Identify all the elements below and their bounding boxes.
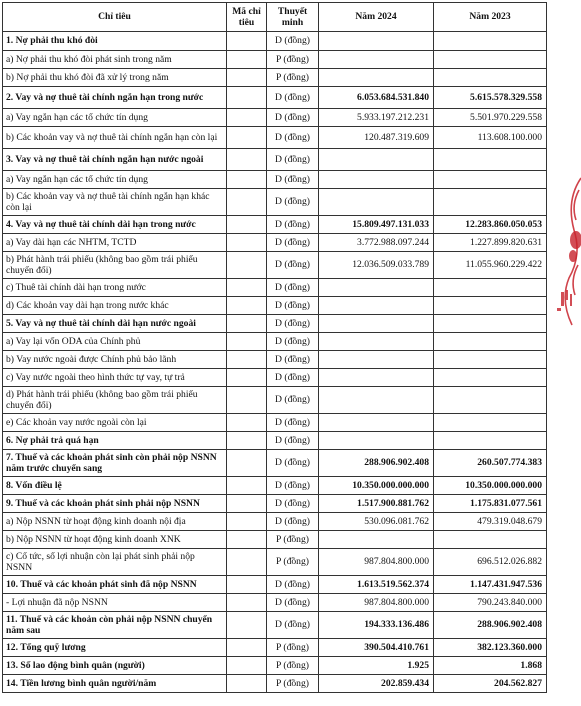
value-2024-cell <box>319 51 434 69</box>
table-row <box>3 69 547 87</box>
indicator-cell: 14. Tiền lương bình quân người/năm <box>3 675 227 693</box>
note-cell: D (đồng) <box>267 234 319 252</box>
code-cell <box>227 109 267 127</box>
table-row <box>3 333 547 351</box>
table-row <box>3 279 547 297</box>
value-2023-cell: 5.501.970.229.558 <box>434 109 547 127</box>
code-cell <box>227 279 267 297</box>
value-2023-cell <box>434 315 547 333</box>
value-2024-cell: 10.350.000.000.000 <box>319 477 434 495</box>
table-row <box>3 513 547 531</box>
table-row <box>3 369 547 387</box>
note-cell: P (đồng) <box>267 69 319 87</box>
note-cell: D (đồng) <box>267 149 319 171</box>
value-2024-cell: 530.096.081.762 <box>319 513 434 531</box>
table-row <box>3 531 547 549</box>
value-2023-cell <box>434 171 547 189</box>
note-cell: D (đồng) <box>267 297 319 315</box>
indicator-cell: d) Phát hành trái phiếu (không bao gồm trái phiếu chuyển đổi) <box>3 387 227 414</box>
value-2023-cell: 1.147.431.947.536 <box>434 576 547 594</box>
indicator-cell: 5. Vay và nợ thuê tài chính dài hạn nước ngoài <box>3 315 227 333</box>
value-2024-cell: 390.504.410.761 <box>319 639 434 657</box>
value-2023-cell <box>434 369 547 387</box>
value-2024-cell: 120.487.319.609 <box>319 127 434 149</box>
value-2023-cell: 382.123.360.000 <box>434 639 547 657</box>
code-cell <box>227 171 267 189</box>
code-cell <box>227 127 267 149</box>
note-cell: P (đồng) <box>267 531 319 549</box>
note-cell: D (đồng) <box>267 513 319 531</box>
value-2023-cell: 696.512.026.882 <box>434 549 547 576</box>
indicator-cell: 1. Nợ phải thu khó đòi <box>3 32 227 51</box>
code-cell <box>227 531 267 549</box>
code-cell <box>227 87 267 109</box>
code-cell <box>227 189 267 216</box>
code-cell <box>227 234 267 252</box>
value-2023-cell: 1.868 <box>434 657 547 675</box>
table-row <box>3 297 547 315</box>
note-cell: D (đồng) <box>267 32 319 51</box>
value-2024-cell <box>319 432 434 450</box>
table-row <box>3 109 547 127</box>
note-cell: D (đồng) <box>267 387 319 414</box>
value-2023-cell: 1.175.831.077.561 <box>434 495 547 513</box>
value-2024-cell: 1.517.900.881.762 <box>319 495 434 513</box>
code-cell <box>227 351 267 369</box>
indicator-cell: a) Vay lại vốn ODA của Chính phủ <box>3 333 227 351</box>
table-row <box>3 315 547 333</box>
value-2024-cell <box>319 69 434 87</box>
value-2024-cell <box>319 387 434 414</box>
code-cell <box>227 450 267 477</box>
note-cell: D (đồng) <box>267 576 319 594</box>
table-row <box>3 477 547 495</box>
code-cell <box>227 32 267 51</box>
value-2024-cell <box>319 351 434 369</box>
code-cell <box>227 477 267 495</box>
indicator-cell: 11. Thuế và các khoản còn phải nộp NSNN chuyển năm sau <box>3 612 227 639</box>
financial-indicators-table <box>2 2 547 693</box>
table-row <box>3 495 547 513</box>
value-2024-cell <box>319 531 434 549</box>
value-2023-cell <box>434 387 547 414</box>
value-2023-cell <box>434 149 547 171</box>
table-row <box>3 432 547 450</box>
note-cell: D (đồng) <box>267 127 319 149</box>
value-2023-cell <box>434 297 547 315</box>
value-2024-cell: 1.613.519.562.374 <box>319 576 434 594</box>
indicator-cell: 6. Nợ phải trả quá hạn <box>3 432 227 450</box>
value-2023-cell <box>434 333 547 351</box>
header-indicator: Chỉ tiêu <box>3 3 227 32</box>
note-cell: D (đồng) <box>267 315 319 333</box>
value-2024-cell <box>319 171 434 189</box>
note-cell: D (đồng) <box>267 450 319 477</box>
value-2023-cell <box>434 351 547 369</box>
value-2024-cell <box>319 149 434 171</box>
value-2023-cell <box>434 279 547 297</box>
note-cell: D (đồng) <box>267 414 319 432</box>
table-row <box>3 387 547 414</box>
note-cell: D (đồng) <box>267 109 319 127</box>
indicator-cell: 4. Vay và nợ thuê tài chính dài hạn trong nước <box>3 216 227 234</box>
table-row <box>3 594 547 612</box>
value-2024-cell <box>319 315 434 333</box>
header-code: Mã chỉ tiêu <box>227 3 267 32</box>
table-row <box>3 171 547 189</box>
value-2023-cell <box>434 32 547 51</box>
table-row <box>3 32 547 51</box>
note-cell: D (đồng) <box>267 171 319 189</box>
note-cell: P (đồng) <box>267 675 319 693</box>
indicator-cell: c) Vay nước ngoài theo hình thức tự vay, tự trả <box>3 369 227 387</box>
table-row <box>3 189 547 216</box>
code-cell <box>227 612 267 639</box>
value-2024-cell <box>319 189 434 216</box>
red-seal-stamp <box>552 160 581 350</box>
table-row <box>3 149 547 171</box>
value-2023-cell: 790.243.840.000 <box>434 594 547 612</box>
table-row <box>3 675 547 693</box>
table-row <box>3 87 547 109</box>
value-2024-cell: 288.906.902.408 <box>319 450 434 477</box>
indicator-cell: a) Vay ngắn hạn các tổ chức tín dụng <box>3 109 227 127</box>
indicator-cell: b) Các khoản vay và nợ thuê tài chính ngắn hạn còn lại <box>3 127 227 149</box>
value-2023-cell <box>434 51 547 69</box>
value-2023-cell: 12.283.860.050.053 <box>434 216 547 234</box>
table-row <box>3 639 547 657</box>
value-2024-cell: 202.859.434 <box>319 675 434 693</box>
note-cell: D (đồng) <box>267 216 319 234</box>
code-cell <box>227 432 267 450</box>
code-cell <box>227 252 267 279</box>
indicator-cell: a) Vay ngắn hạn các tổ chức tín dụng <box>3 171 227 189</box>
value-2024-cell: 6.053.684.531.840 <box>319 87 434 109</box>
value-2023-cell <box>434 531 547 549</box>
code-cell <box>227 51 267 69</box>
table-header-row <box>3 3 547 32</box>
note-cell: D (đồng) <box>267 369 319 387</box>
value-2024-cell: 1.925 <box>319 657 434 675</box>
note-cell: P (đồng) <box>267 639 319 657</box>
note-cell: P (đồng) <box>267 51 319 69</box>
indicator-cell: 12. Tổng quỹ lương <box>3 639 227 657</box>
table-row <box>3 576 547 594</box>
table-row <box>3 450 547 477</box>
note-cell: D (đồng) <box>267 594 319 612</box>
table-row <box>3 612 547 639</box>
value-2024-cell: 987.804.800.000 <box>319 594 434 612</box>
value-2023-cell: 1.227.899.820.631 <box>434 234 547 252</box>
code-cell <box>227 387 267 414</box>
code-cell <box>227 369 267 387</box>
indicator-cell: 13. Số lao động bình quân (người) <box>3 657 227 675</box>
indicator-cell: b) Nợ phải thu khó đòi đã xử lý trong năm <box>3 69 227 87</box>
value-2023-cell <box>434 414 547 432</box>
note-cell: D (đồng) <box>267 252 319 279</box>
value-2023-cell <box>434 189 547 216</box>
value-2024-cell: 987.804.800.000 <box>319 549 434 576</box>
indicator-cell: c) Cổ tức, số lợi nhuận còn lại phát sinh phải nộp NSNN <box>3 549 227 576</box>
code-cell <box>227 594 267 612</box>
note-cell: D (đồng) <box>267 333 319 351</box>
code-cell <box>227 495 267 513</box>
indicator-cell: b) Nộp NSNN từ hoạt động kinh doanh XNK <box>3 531 227 549</box>
value-2024-cell <box>319 297 434 315</box>
indicator-cell: 3. Vay và nợ thuê tài chính ngắn hạn nước ngoài <box>3 149 227 171</box>
note-cell: D (đồng) <box>267 279 319 297</box>
value-2024-cell <box>319 279 434 297</box>
note-cell: D (đồng) <box>267 477 319 495</box>
code-cell <box>227 657 267 675</box>
note-cell: D (đồng) <box>267 495 319 513</box>
value-2023-cell: 479.319.048.679 <box>434 513 547 531</box>
value-2023-cell: 113.608.100.000 <box>434 127 547 149</box>
value-2023-cell <box>434 432 547 450</box>
code-cell <box>227 333 267 351</box>
value-2024-cell <box>319 414 434 432</box>
table-body <box>3 32 547 693</box>
indicator-cell: a) Nộp NSNN từ hoạt động kinh doanh nội địa <box>3 513 227 531</box>
note-cell: P (đồng) <box>267 549 319 576</box>
indicator-cell: d) Các khoản vay dài hạn trong nước khác <box>3 297 227 315</box>
table-row <box>3 216 547 234</box>
note-cell: D (đồng) <box>267 351 319 369</box>
header-year-2024: Năm 2024 <box>319 3 434 32</box>
value-2023-cell: 11.055.960.229.422 <box>434 252 547 279</box>
header-note: Thuyết minh <box>267 3 319 32</box>
note-cell: P (đồng) <box>267 657 319 675</box>
value-2023-cell <box>434 69 547 87</box>
note-cell: D (đồng) <box>267 432 319 450</box>
table-row <box>3 51 547 69</box>
indicator-cell: 9. Thuế và các khoản phát sinh phải nộp NSNN <box>3 495 227 513</box>
indicator-cell: b) Vay nước ngoài được Chính phủ bảo lãnh <box>3 351 227 369</box>
value-2023-cell: 288.906.902.408 <box>434 612 547 639</box>
code-cell <box>227 216 267 234</box>
value-2023-cell: 204.562.827 <box>434 675 547 693</box>
indicator-cell: 7. Thuế và các khoản phát sinh còn phải nộp NSNN năm trước chuyển sang <box>3 450 227 477</box>
indicator-cell: c) Thuê tài chính dài hạn trong nước <box>3 279 227 297</box>
indicator-cell: e) Các khoản vay nước ngoài còn lại <box>3 414 227 432</box>
note-cell: D (đồng) <box>267 87 319 109</box>
value-2023-cell: 260.507.774.383 <box>434 450 547 477</box>
code-cell <box>227 414 267 432</box>
table-row <box>3 414 547 432</box>
value-2024-cell: 12.036.509.033.789 <box>319 252 434 279</box>
indicator-cell: b) Phát hành trái phiếu (không bao gồm trái phiếu chuyển đổi) <box>3 252 227 279</box>
table-row <box>3 657 547 675</box>
code-cell <box>227 675 267 693</box>
code-cell <box>227 576 267 594</box>
value-2024-cell: 15.809.497.131.033 <box>319 216 434 234</box>
code-cell <box>227 297 267 315</box>
code-cell <box>227 149 267 171</box>
table-row <box>3 549 547 576</box>
indicator-cell: a) Vay dài hạn các NHTM, TCTD <box>3 234 227 252</box>
indicator-cell: 2. Vay và nợ thuê tài chính ngắn hạn trong nước <box>3 87 227 109</box>
indicator-cell: b) Các khoản vay và nợ thuê tài chính ngắn hạn khác còn lại <box>3 189 227 216</box>
table-row <box>3 127 547 149</box>
value-2024-cell: 194.333.136.486 <box>319 612 434 639</box>
code-cell <box>227 513 267 531</box>
table-row <box>3 252 547 279</box>
indicator-cell: 8. Vốn điều lệ <box>3 477 227 495</box>
value-2024-cell <box>319 32 434 51</box>
note-cell: D (đồng) <box>267 612 319 639</box>
indicator-cell: 10. Thuế và các khoản phát sinh đã nộp NSNN <box>3 576 227 594</box>
value-2024-cell: 3.772.988.097.244 <box>319 234 434 252</box>
code-cell <box>227 549 267 576</box>
code-cell <box>227 639 267 657</box>
code-cell <box>227 69 267 87</box>
value-2024-cell <box>319 369 434 387</box>
note-cell: D (đồng) <box>267 189 319 216</box>
value-2024-cell <box>319 333 434 351</box>
value-2023-cell: 10.350.000.000.000 <box>434 477 547 495</box>
code-cell <box>227 315 267 333</box>
table-row <box>3 234 547 252</box>
indicator-cell: a) Nợ phải thu khó đòi phát sinh trong năm <box>3 51 227 69</box>
value-2024-cell: 5.933.197.212.231 <box>319 109 434 127</box>
header-year-2023: Năm 2023 <box>434 3 547 32</box>
table-row <box>3 351 547 369</box>
indicator-cell: - Lợi nhuận đã nộp NSNN <box>3 594 227 612</box>
value-2023-cell: 5.615.578.329.558 <box>434 87 547 109</box>
